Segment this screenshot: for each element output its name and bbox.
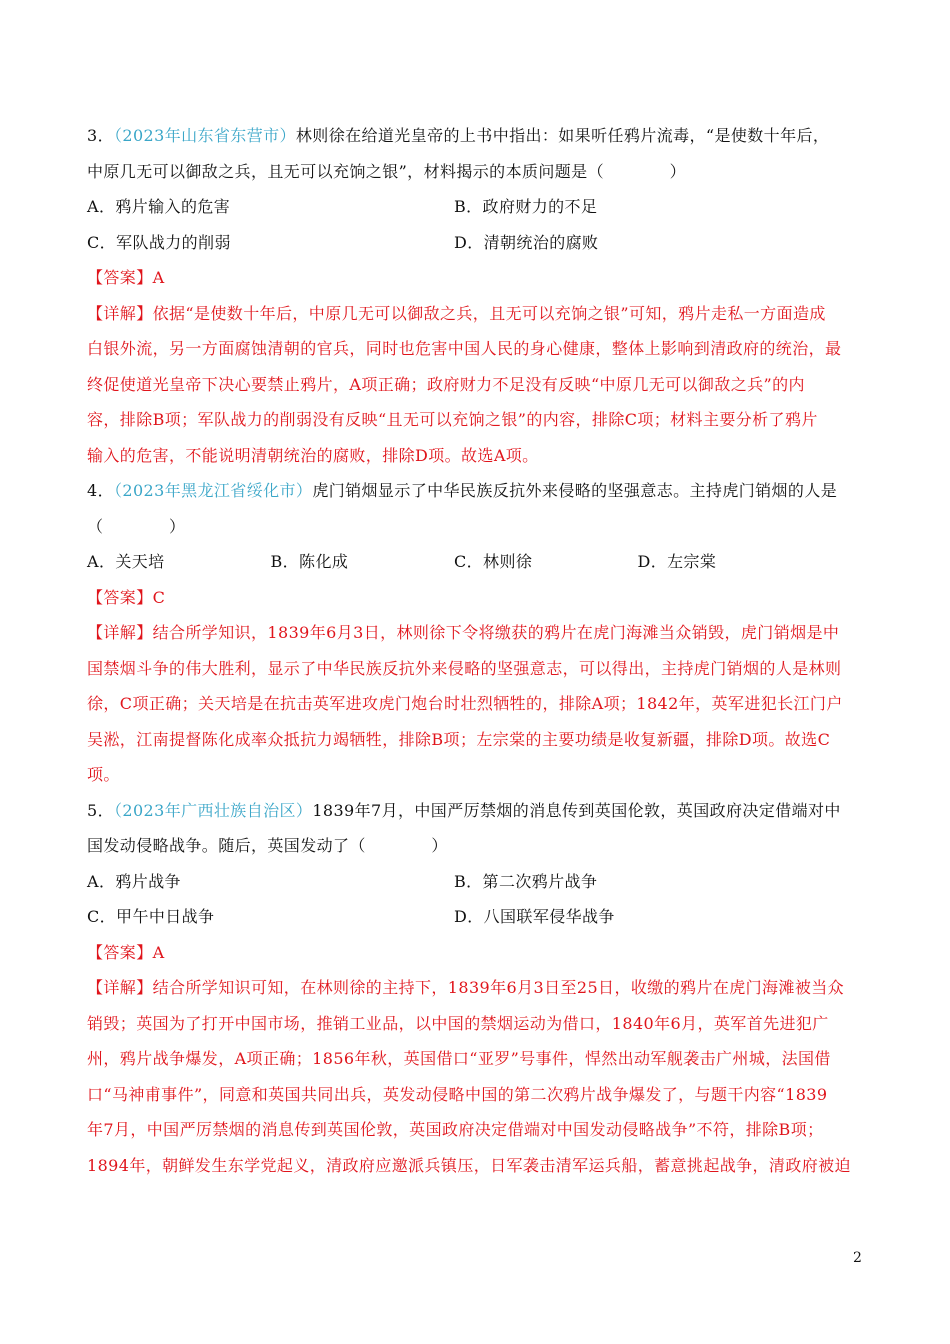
- answer-line: 【答案】A: [87, 942, 165, 962]
- option-a: A．鸦片输入的危害: [87, 197, 231, 216]
- question-source: （2023年黑龙江省绥化市）: [113, 481, 313, 500]
- detail-line: 终促使道光皇帝下决心要禁止鸦片，A项正确；政府财力不足没有反映“中原几无可以御敌之兵”的内: [87, 374, 805, 394]
- question-stem-line: [87, 118, 867, 154]
- question-stem-text: 虎门销烟显示了中华民族反抗外来侵略的坚强意志。主持虎门销烟的人是: [312, 481, 838, 500]
- options-row: [87, 899, 867, 935]
- option-d: D．左宗棠: [637, 552, 717, 571]
- detail-line: 输入的危害，不能说明清朝统治的腐败，排除D项。故选A项。: [87, 445, 539, 465]
- question-stem-line: （ ）: [87, 516, 186, 536]
- detail-line: 国禁烟斗争的伟大胜利，显示了中华民族反抗外来侵略的坚强意志，可以得出，主持虎门销烟的人是林则: [87, 658, 842, 678]
- detail-text: 结合所学知识可知，在林则徐的主持下，1839年6月3日至25日，收缴的鸦片在虎门海滩被当众: [152, 978, 845, 997]
- question-stem-line: [87, 473, 867, 509]
- question-source: （2023年广西壮族自治区）: [113, 800, 313, 820]
- option-b: B．陈化成: [270, 552, 349, 571]
- detail-label: 【详解】: [87, 978, 153, 997]
- question-3: [87, 118, 867, 473]
- detail-line: 销毁；英国为了打开中国市场，推销工业品，以中国的禁烟运动为借口，1840年6月，英军首先进犯广: [87, 1013, 829, 1033]
- answer-line: 【答案】C: [87, 587, 166, 607]
- option-b: B．第二次鸦片战争: [454, 871, 598, 891]
- detail-line: [87, 970, 867, 1006]
- detail-line: 吴淞，江南提督陈化成率众抵抗力竭牺牲，排除B项；左宗棠的主要功绩是收复新疆，排除D项。故选C: [87, 729, 831, 749]
- document-page: [87, 118, 867, 1183]
- option-c: C．军队战力的削弱: [87, 232, 231, 252]
- option-a: A．鸦片战争: [87, 871, 181, 891]
- detail-text: 结合所学知识，1839年6月3日，林则徐下令将缴获的鸦片在虎门海滩当众销毁，虎门销烟是中: [152, 623, 840, 642]
- question-number: 4．: [87, 481, 114, 500]
- question-5: [87, 793, 867, 1184]
- detail-block: [87, 970, 867, 1183]
- question-stem-text: 1839年7月，中国严厉禁烟的消息传到英国伦敦，英国政府决定借端对中: [312, 800, 841, 820]
- question-source: （2023年山东省东营市）: [113, 126, 296, 145]
- option-d: D．八国联军侵华战争: [454, 907, 615, 926]
- detail-line: 1894年，朝鲜发生东学党起义，清政府应邀派兵镇压，日军袭击清军运兵船，蓄意挑起战争，清政府被迫: [87, 1155, 851, 1175]
- option-b: B．政府财力的不足: [454, 197, 598, 216]
- detail-label: 【详解】: [87, 623, 153, 642]
- option-c: C．林则徐: [454, 552, 533, 571]
- detail-line: 徐，C项正确；关天培是在抗击英军进攻虎门炮台时壮烈牺牲的，排除A项；1842年，英军进犯长江门户: [87, 694, 843, 713]
- detail-line: 州，鸦片战争爆发，A项正确；1856年秋，英国借口“亚罗”号事件，悍然出动军舰袭击广州城，法国借: [87, 1049, 831, 1068]
- question-number: 5．: [87, 800, 114, 820]
- options-row: [87, 864, 867, 900]
- question-stem-text: 林则徐在给道光皇帝的上书中指出：如果听任鸦片流毒，“是使数十年后，: [295, 126, 830, 145]
- detail-line: 年7月，中国严厉禁烟的消息传到英国伦敦，英国政府决定借端对中国发动侵略战争”不符，排除B项；: [87, 1120, 824, 1139]
- detail-line: 项。: [87, 765, 120, 784]
- detail-text: 依据“是使数十年后，中原几无可以御敌之兵，且无可以充饷之银”可知，鸦片走私一方面造成: [152, 303, 826, 323]
- detail-block: [87, 615, 867, 793]
- question-stem-line: [87, 793, 867, 829]
- options-row: [87, 189, 867, 225]
- detail-block: [87, 296, 867, 474]
- option-c: C．甲午中日战争: [87, 907, 215, 926]
- detail-line: [87, 615, 867, 651]
- detail-line: 口“马神甫事件”，同意和英国共同出兵，英发动侵略中国的第二次鸦片战争爆发了，与题干内容“1839: [87, 1084, 828, 1104]
- detail-line: 白银外流，另一方面腐蚀清朝的官兵，同时也危害中国人民的身心健康，整体上影响到清政府的统治，最: [87, 339, 842, 358]
- page-number: 2: [853, 1250, 862, 1266]
- question-stem-line: 国发动侵略战争。随后，英国发动了（ ）: [87, 836, 448, 855]
- detail-line: [87, 296, 867, 332]
- option-d: D．清朝统治的腐败: [454, 232, 599, 252]
- options-row: [87, 225, 867, 261]
- question-number: 3．: [87, 126, 114, 145]
- detail-label: 【详解】: [87, 303, 153, 323]
- options-row: [87, 544, 867, 580]
- detail-line: 容，排除B项；军队战力的削弱没有反映“且无可以充饷之银”的内容，排除C项；材料主要分析了鸦片: [87, 410, 818, 429]
- option-a: A．关天培: [87, 552, 165, 571]
- question-stem-line: 中原几无可以御敌之兵，且无可以充饷之银”，材料揭示的本质问题是（ ）: [87, 161, 686, 181]
- answer-line: 【答案】A: [87, 268, 165, 287]
- question-4: [87, 473, 867, 793]
